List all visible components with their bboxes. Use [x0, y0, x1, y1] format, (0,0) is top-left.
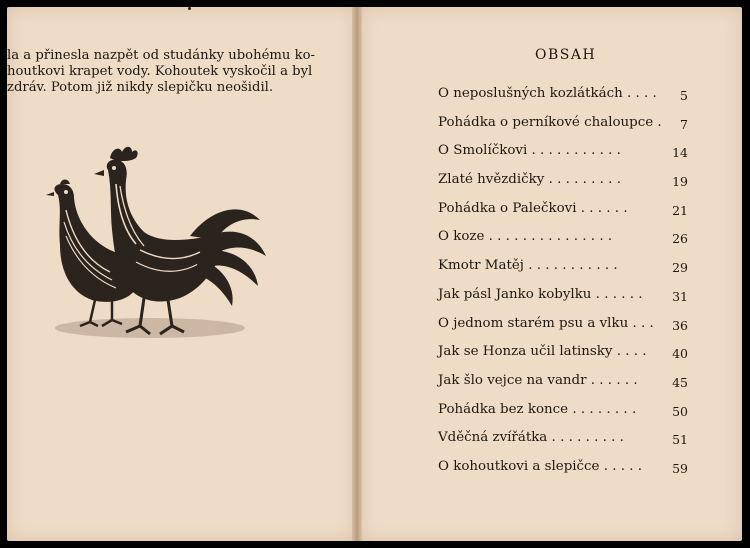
- toc-entry-title: Pohádka o Palečkovi . . . . . .: [438, 200, 628, 216]
- page-mark: [188, 7, 191, 10]
- toc-entry: [438, 402, 688, 431]
- toc-entry-page: 7: [680, 116, 688, 132]
- toc-entry: [438, 172, 688, 201]
- toc-entry: [438, 86, 688, 115]
- toc-entry-title: O kohoutkovi a slepičce . . . . .: [438, 458, 643, 474]
- toc-entry-title: O jednom starém psu a vlku . . .: [438, 315, 654, 331]
- book-gutter: [352, 7, 362, 541]
- story-line: zdráv. Potom již nikdy slepičku neošidil.: [7, 80, 274, 96]
- toc-entry-page: 36: [672, 317, 688, 333]
- toc-entry: [438, 430, 688, 459]
- toc-entry: [438, 459, 688, 488]
- toc-entry: [438, 373, 688, 402]
- toc-entry-page: 45: [672, 374, 688, 390]
- toc-entry: [438, 287, 688, 316]
- toc-entry-page: 50: [672, 403, 688, 419]
- table-of-contents-title: OBSAH: [535, 47, 597, 63]
- toc-entry-title: Vděčná zvířátka . . . . . . . . .: [438, 430, 624, 446]
- toc-entry-title: Jak se Honza učil latinsky . . . .: [438, 344, 647, 360]
- toc-entry-page: 14: [672, 145, 688, 161]
- story-line: la a přinesla nazpět od studánky ubohému ko-: [7, 48, 315, 63]
- toc-entry-page: 5: [680, 88, 688, 103]
- toc-entry: [438, 143, 688, 172]
- rooster-figure: [94, 147, 266, 334]
- toc-entry-title: Zlaté hvězdičky . . . . . . . . .: [438, 172, 621, 188]
- story-text: [7, 48, 347, 97]
- toc-entry: [438, 229, 688, 258]
- toc-entry: [438, 344, 688, 373]
- toc-entry-page: 40: [672, 346, 688, 362]
- toc-entry-title: Jak šlo vejce na vandr . . . . . .: [438, 372, 638, 388]
- toc-entry: [438, 258, 688, 287]
- toc-entry-title: Kmotr Matěj . . . . . . . . . . .: [438, 258, 618, 274]
- toc-entry-title: O neposlušných kozlátkách . . . .: [438, 86, 657, 101]
- toc-entry-title: Jak pásl Janko kobylku . . . . . .: [438, 286, 643, 302]
- toc-entry-page: 29: [672, 260, 688, 276]
- toc-entry-page: 19: [672, 174, 688, 190]
- toc-entry-page: 51: [672, 432, 688, 448]
- toc-entry: [438, 316, 688, 345]
- table-of-contents: [438, 86, 688, 488]
- story-line: houtkovi krapet vody. Kohoutek vyskočil a byl: [7, 64, 313, 80]
- toc-entry-title: O Smolíčkovi . . . . . . . . . . .: [438, 143, 621, 159]
- toc-entry: [438, 201, 688, 230]
- toc-entry: [438, 115, 688, 144]
- toc-entry-title: O koze . . . . . . . . . . . . . . .: [438, 229, 613, 245]
- toc-entry-page: 59: [672, 460, 688, 476]
- toc-entry-page: 31: [672, 288, 688, 304]
- toc-entry-title: Pohádka o perníkové chaloupce .: [438, 114, 662, 130]
- toc-entry-title: Pohádka bez konce . . . . . . . .: [438, 401, 637, 417]
- rooster-and-hen-illustration: [40, 140, 270, 350]
- toc-entry-page: 26: [672, 231, 688, 247]
- toc-entry-page: 21: [672, 202, 688, 218]
